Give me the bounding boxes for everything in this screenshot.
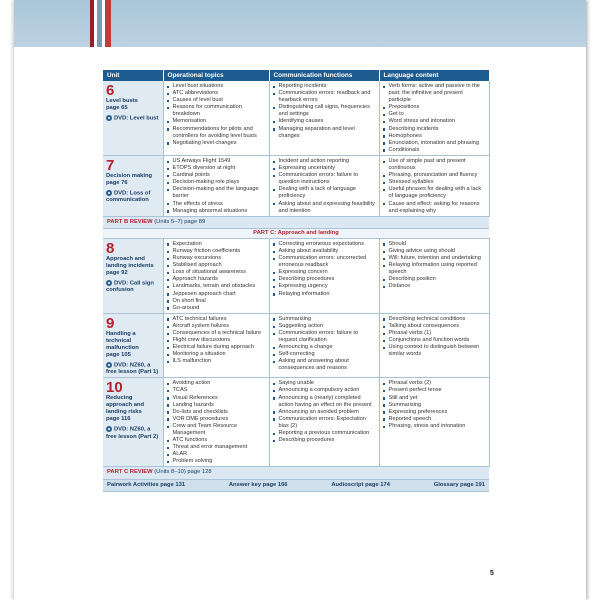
unit-title: Level busts: [106, 98, 138, 104]
part-c-review: [103, 467, 489, 479]
list-item: Managing separation and level changes: [273, 126, 376, 140]
part-b-review-label: PART B REVIEW: [107, 218, 153, 225]
unit-dvd-label: DVD: NZ60, a free lesson (Part 1): [106, 362, 159, 376]
list-item: Present perfect tense: [383, 387, 486, 394]
list-item: Get to: [383, 111, 486, 118]
language-list: [383, 83, 486, 154]
list-item: Crew and Team Resource Management: [167, 423, 266, 437]
list-item: Flight crew discussions: [167, 337, 266, 344]
communication-list: [273, 316, 376, 373]
list-item: Loss of situational awareness: [167, 269, 266, 276]
list-item: Phrasing, pronunciation and fluency: [383, 172, 486, 179]
operational-cell: [163, 378, 269, 467]
list-item: Describing procedures: [273, 437, 376, 444]
unit-cell: [103, 313, 163, 378]
footer-cell: [103, 479, 489, 491]
list-item: Asking and answering about consequences and reasons: [273, 358, 376, 372]
list-item: Threat and error management: [167, 444, 266, 451]
unit-cell: [103, 155, 163, 216]
list-item: Reporting incidents: [273, 83, 376, 90]
operational-list: [167, 380, 266, 465]
list-item: Reasons for communication breakdown: [167, 104, 266, 118]
list-item: Expressing concern: [273, 269, 376, 276]
unit-cell: [103, 378, 163, 467]
answer-key-link[interactable]: Answer key page 166: [228, 481, 288, 488]
list-item: Incident and action reporting: [273, 158, 376, 165]
communication-cell: [269, 155, 379, 216]
list-item: Phrasing, stress and intonation: [383, 423, 486, 430]
language-cell: [379, 378, 489, 467]
list-item: Level bust situations: [167, 83, 266, 90]
unit-dvd: [106, 426, 160, 441]
dvd-icon: [106, 115, 112, 121]
list-item: Expectation: [167, 241, 266, 248]
unit-page[interactable]: page 116: [106, 416, 131, 423]
header-operational-topics: Operational topics: [163, 70, 269, 81]
list-item: ILS malfunction: [167, 358, 266, 365]
unit-page[interactable]: page 76: [106, 179, 128, 186]
glossary-link[interactable]: Glossary page 191: [433, 481, 485, 488]
list-item: Electrical failure during approach: [167, 344, 266, 351]
list-item: Aircraft system failures: [167, 323, 266, 330]
list-item: Problem solving: [167, 458, 266, 465]
list-item: Word stress and intonation: [383, 118, 486, 125]
unit-title: Approach and landing incidents: [106, 255, 154, 269]
unit-row: [103, 238, 489, 313]
list-item: Decision-making role plays: [167, 179, 266, 186]
list-item: Communication errors: failure to request clarification: [273, 330, 376, 344]
list-item: Distance: [383, 283, 486, 290]
part-c-heading-cell: PART C: Approach and landing: [103, 228, 489, 238]
list-item: Memorisation: [167, 118, 266, 125]
list-item: Visual References: [167, 395, 266, 402]
list-item: Relaying information: [273, 291, 376, 298]
list-item: Announcing a change: [273, 344, 376, 351]
list-item: Describing position: [383, 276, 486, 283]
list-item: Consequences of a technical failure: [167, 330, 266, 337]
language-list: [383, 241, 486, 291]
unit-row: [103, 155, 489, 216]
part-b-review-detail: (Units 5–7) page 89: [154, 218, 206, 225]
unit-page[interactable]: page 65: [106, 105, 128, 111]
communication-list: [273, 241, 376, 298]
list-item: Monitoring a situation: [167, 351, 266, 358]
list-item: Causes of level bust: [167, 97, 266, 104]
unit-number: 6: [106, 82, 115, 99]
list-item: Phrasal verbs (1): [383, 330, 486, 337]
unit-dvd: [106, 362, 160, 377]
list-item: Asking about availability: [273, 248, 376, 255]
unit-number: 9: [106, 314, 115, 332]
part-c-heading: [103, 228, 489, 238]
list-item: Runway friction coefficients: [167, 248, 266, 255]
list-item: Describing incidents: [383, 126, 486, 133]
top-banner: [14, 0, 586, 47]
list-item: Cardinal points: [167, 172, 266, 179]
language-cell: [379, 81, 489, 155]
list-item: Communication errors: uncorrected erroneous readback: [273, 255, 376, 269]
list-item: Negotiating level changes: [167, 140, 266, 147]
unit-number: 10: [106, 379, 123, 397]
list-item: Self-correcting: [273, 351, 376, 358]
list-item: Do-lists and checklists: [167, 409, 266, 416]
list-item: Describing procedures: [273, 276, 376, 283]
list-item: Stabilised approach: [167, 262, 266, 269]
list-item: Expressing preferences: [383, 409, 486, 416]
unit-title: Decision making: [106, 172, 153, 179]
operational-cell: [163, 81, 269, 155]
list-item: Recommendations for pilots and controllers for avoiding level busts: [167, 126, 266, 140]
list-item: The effects of stress: [167, 201, 266, 208]
decorative-stripes: [90, 0, 114, 47]
list-item: Announcing a compulsory action: [273, 387, 376, 394]
communication-cell: [269, 378, 379, 467]
part-b-review-cell[interactable]: [103, 216, 489, 228]
list-item: VOR DME procedures: [167, 416, 266, 423]
unit-row: [103, 378, 489, 467]
unit-page[interactable]: page 92: [106, 269, 128, 276]
unit-dvd-label: DVD: Level bust: [114, 115, 159, 122]
language-cell: [379, 155, 489, 216]
unit-dvd-label: DVD: Call sign confusion: [106, 280, 154, 294]
list-item: Enunciation, intonation and phrasing: [383, 140, 486, 147]
language-list: [383, 316, 486, 359]
unit-dvd: [106, 280, 160, 295]
list-item: Jeppesen approach chart: [167, 291, 266, 298]
list-item: TCAS: [167, 387, 266, 394]
list-item: Landmarks, terrain and obstacles: [167, 283, 266, 290]
part-b-review: [103, 216, 489, 228]
list-item: Talking about consequences: [383, 323, 486, 330]
pairwork-link[interactable]: Pairwork Activities page 131: [107, 481, 186, 488]
dvd-icon: [106, 362, 112, 368]
list-item: Cause and effect: asking for reasons and explaining why: [383, 201, 486, 215]
list-item: Dealing with a lack of language proficiency: [273, 186, 376, 200]
list-item: Will: future, intention and undertaking: [383, 255, 486, 262]
list-item: Use of simple past and present continuous: [383, 158, 486, 172]
list-item: Verb forms: active and passive in the past; the infinitive and present participle: [383, 83, 486, 104]
language-cell: [379, 313, 489, 378]
list-item: Managing abnormal situations: [167, 208, 266, 215]
list-item: Phrasal verbs (2): [383, 380, 486, 387]
unit-page[interactable]: page 105: [106, 351, 131, 358]
footer-row: [103, 479, 489, 491]
audioscript-link[interactable]: Audioscript page 174: [331, 481, 390, 488]
operational-list: [167, 158, 266, 215]
header-unit: Unit: [103, 70, 163, 81]
page-number: 5: [490, 570, 494, 577]
list-item: Still and yet: [383, 395, 486, 402]
part-c-review-cell[interactable]: [103, 467, 489, 479]
list-item: Prepositions: [383, 104, 486, 111]
list-item: Should: [383, 241, 486, 248]
unit-dvd: [106, 115, 160, 123]
communication-list: [273, 158, 376, 215]
list-item: Communication errors: Expectation bias (2): [273, 416, 376, 430]
list-item: Conjunctions and function words: [383, 337, 486, 344]
list-item: Asking about and expressing feasibility and intention: [273, 201, 376, 215]
operational-cell: [163, 313, 269, 378]
list-item: Describing technical conditions: [383, 316, 486, 323]
unit-title: Handling a technical malfunction: [106, 330, 139, 351]
list-item: US Airways Flight 1549: [167, 158, 266, 165]
unit-title: Reducing approach and landing risks: [106, 395, 145, 416]
unit-cell: [103, 81, 163, 155]
language-cell: [379, 238, 489, 313]
communication-list: [273, 83, 376, 140]
list-item: Landing hazards: [167, 402, 266, 409]
part-c-review-detail: (Units 8–10) page 128: [154, 469, 212, 476]
unit-number: 7: [106, 156, 115, 174]
list-item: Useful phrases for dealing with a lack of language proficiency: [383, 186, 486, 200]
communication-list: [273, 380, 376, 444]
list-item: Distinguishing call signs, frequencies and settings: [273, 104, 376, 118]
unit-dvd-label: DVD: Loss of communication: [106, 190, 151, 204]
list-item: Stressed syllables: [383, 179, 486, 186]
unit-dvd: [106, 190, 160, 205]
unit-number: 8: [106, 239, 115, 257]
list-item: Avoiding action: [167, 380, 266, 387]
list-item: Approach hazards: [167, 276, 266, 283]
list-item: ETOPS diversion at night: [167, 165, 266, 172]
operational-cell: [163, 155, 269, 216]
header-communication-functions: Communication functions: [269, 70, 379, 81]
table-header-row: [103, 70, 489, 81]
operational-list: [167, 241, 266, 312]
contents-table: [103, 70, 490, 492]
unit-dvd-label: DVD: NZ60, a free lesson (Part 2): [106, 426, 159, 440]
dvd-icon: [106, 280, 112, 286]
list-item: Correcting erroneous expectations: [273, 241, 376, 248]
list-item: Announcing a (nearly) completed action having an effect on the present: [273, 395, 376, 409]
language-list: [383, 380, 486, 430]
list-item: Communication errors: readback and hearback errors: [273, 90, 376, 104]
list-item: ALAR: [167, 451, 266, 458]
operational-list: [167, 316, 266, 366]
list-item: Summarising: [273, 316, 376, 323]
list-item: Identifying causes: [273, 118, 376, 125]
dvd-icon: [106, 190, 112, 196]
list-item: Expressing urgency: [273, 283, 376, 290]
list-item: Expressing uncertainty: [273, 165, 376, 172]
list-item: Using context to distinguish between similar words: [383, 344, 486, 358]
list-item: ATC technical failures: [167, 316, 266, 323]
operational-list: [167, 83, 266, 147]
language-list: [383, 158, 486, 215]
operational-cell: [163, 238, 269, 313]
list-item: Announcing an avoided problem: [273, 409, 376, 416]
list-item: Go-around: [167, 305, 266, 312]
list-item: Conditionals: [383, 147, 486, 154]
list-item: Summarising: [383, 402, 486, 409]
list-item: Communication errors: failure to question instructions: [273, 172, 376, 186]
unit-row: [103, 81, 489, 155]
list-item: ATC abbreviations: [167, 90, 266, 97]
part-c-review-label: PART C REVIEW: [107, 469, 153, 476]
communication-cell: [269, 313, 379, 378]
header-language-content: Language content: [379, 70, 489, 81]
list-item: Reporting a previous communication: [273, 430, 376, 437]
list-item: Relaying information using reported speech: [383, 262, 486, 276]
list-item: Reported speech: [383, 416, 486, 423]
list-item: ATC functions: [167, 437, 266, 444]
list-item: Runway excursions: [167, 255, 266, 262]
dvd-icon: [106, 426, 112, 432]
list-item: Giving advice using should: [383, 248, 486, 255]
unit-cell: [103, 238, 163, 313]
list-item: Homophones: [383, 133, 486, 140]
list-item: Suggesting action: [273, 323, 376, 330]
communication-cell: [269, 238, 379, 313]
list-item: Saying unable: [273, 380, 376, 387]
communication-cell: [269, 81, 379, 155]
unit-row: [103, 313, 489, 378]
list-item: On short final: [167, 298, 266, 305]
list-item: Decision-making and the language barrier: [167, 186, 266, 200]
